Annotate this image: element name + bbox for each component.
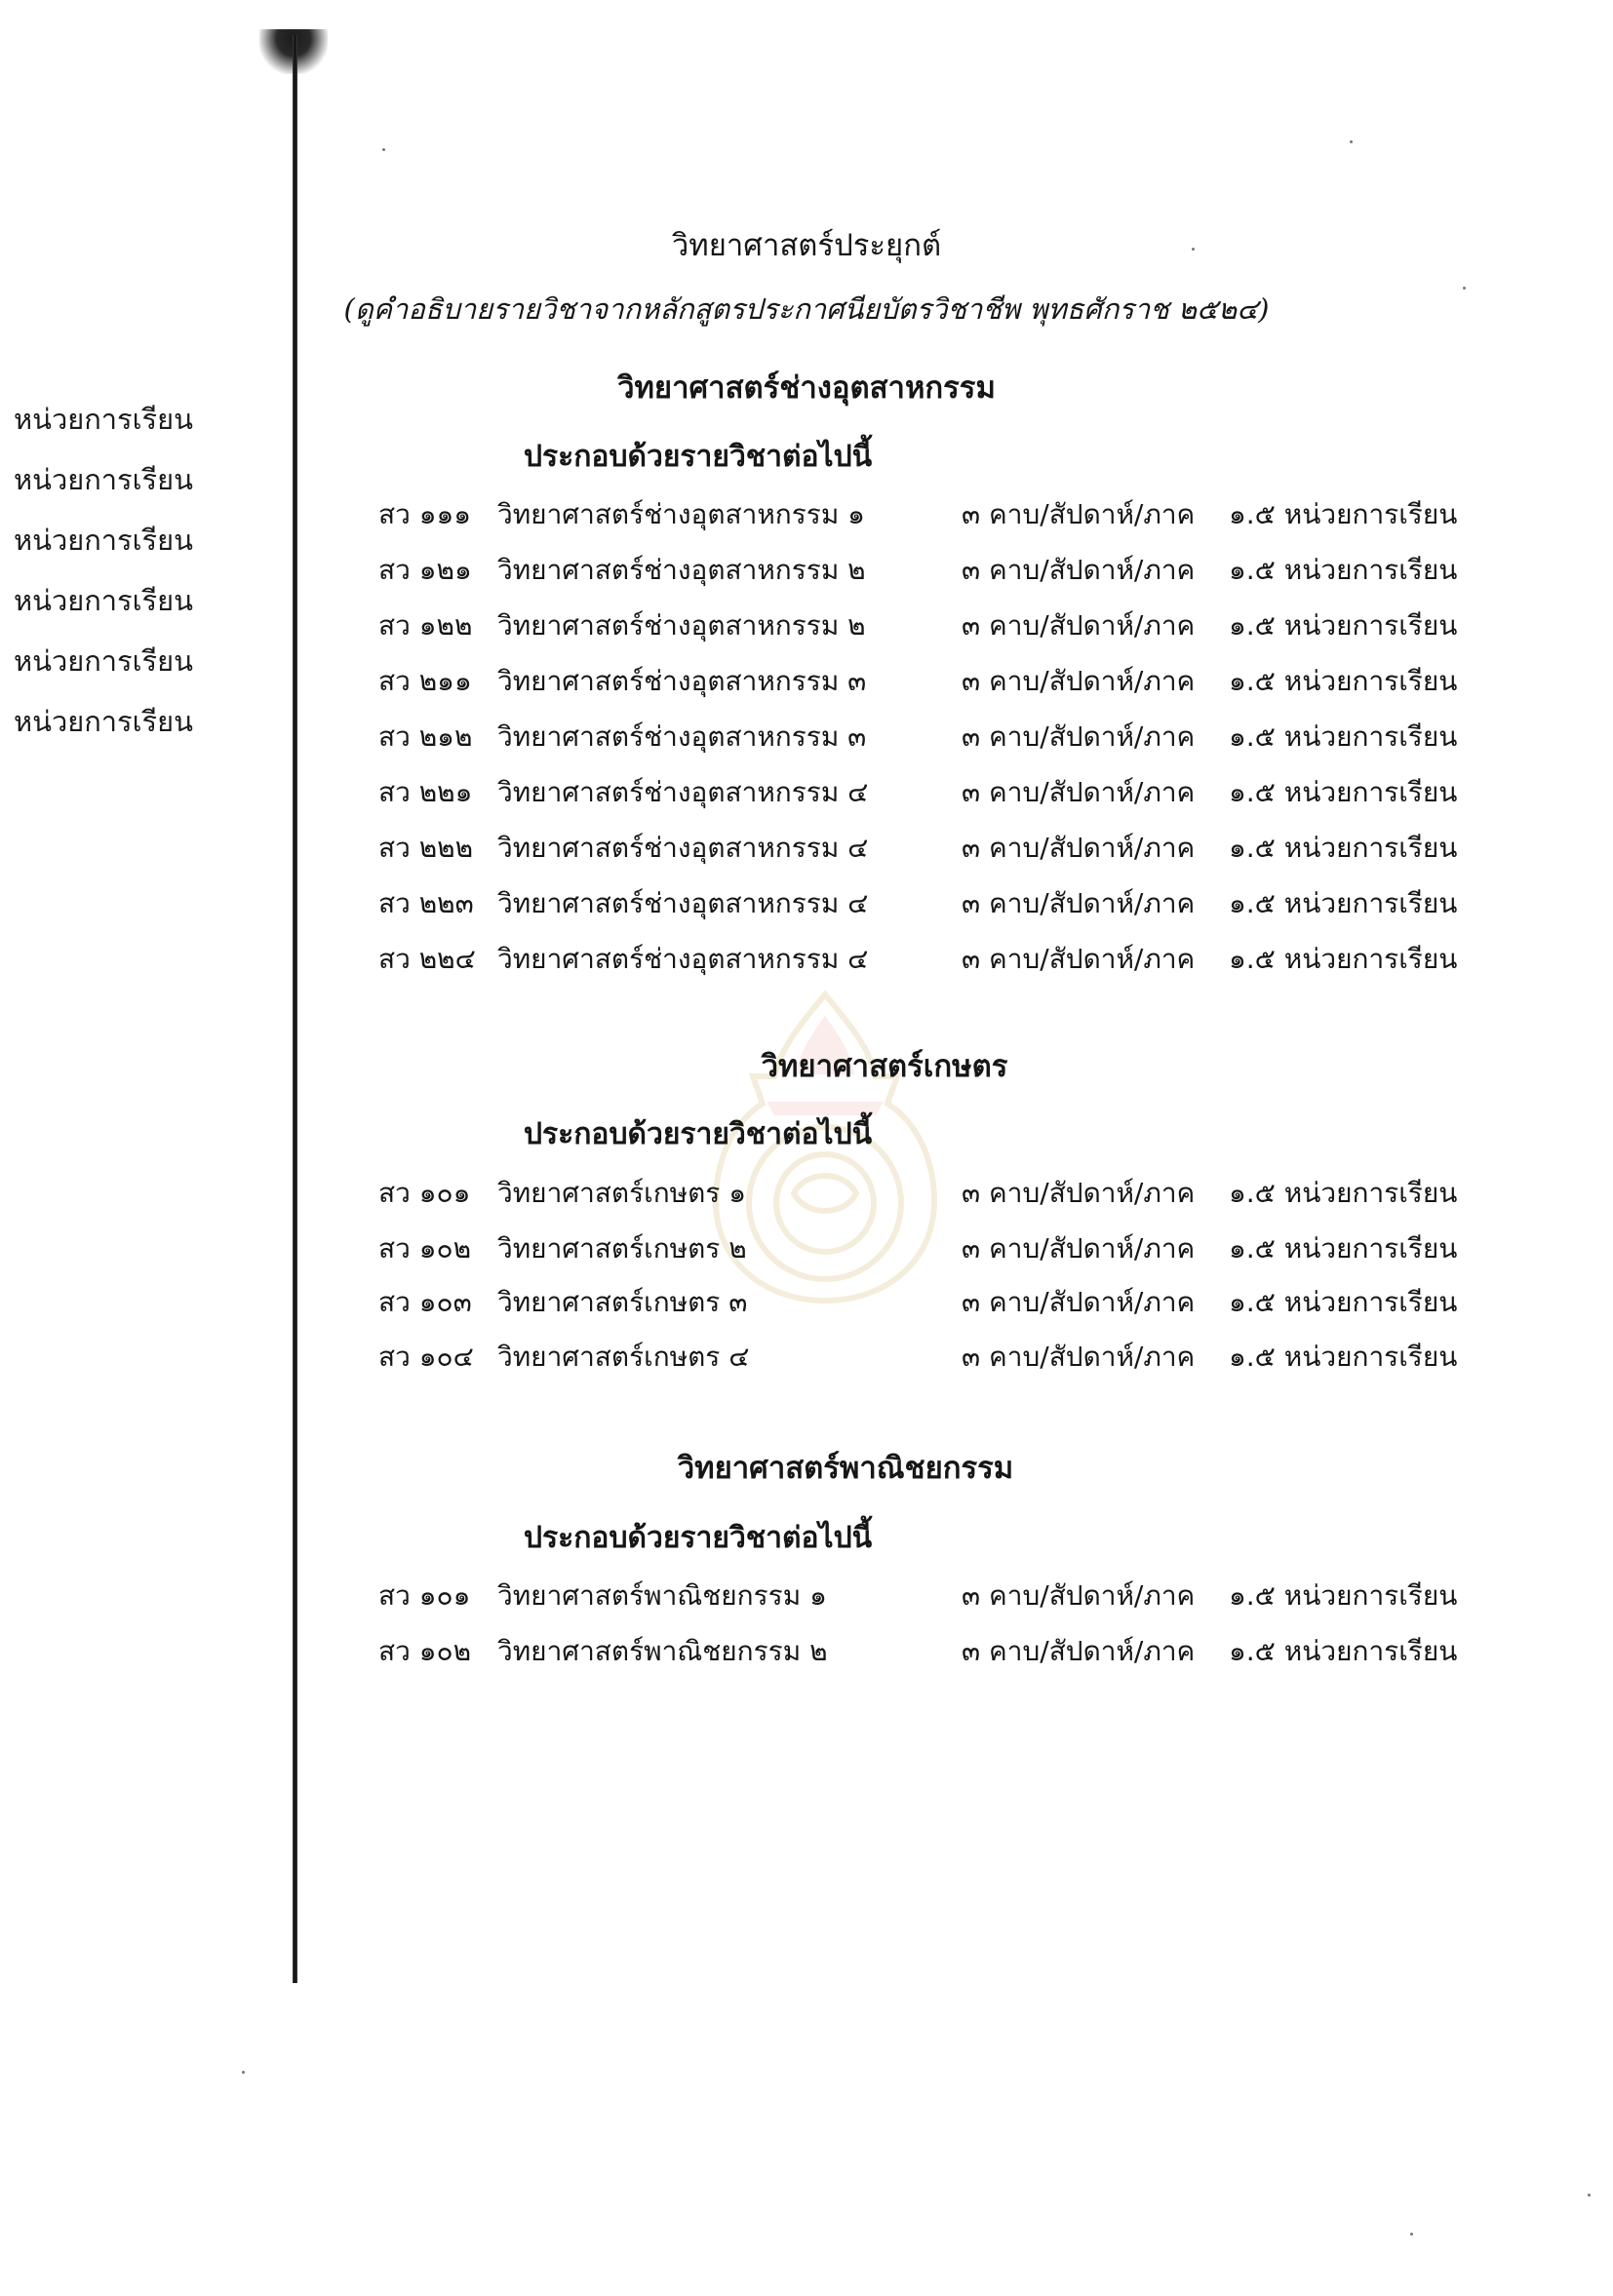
course-row (378, 1172, 1480, 1215)
section-intro: ประกอบด้วยรายวิชาต่อไปนี้ (524, 1521, 873, 1555)
section-title-commerce: วิทยาศาสตร์พาณิชยกรรม (677, 1451, 1014, 1486)
course-code: สว ๒๑๒ (378, 720, 473, 753)
course-credits: ๑.๕ หน่วยการเรียน (1229, 720, 1458, 753)
course-name: วิทยาศาสตร์ช่างอุตสาหกรรม ๔ (497, 832, 869, 864)
margin-label: หน่วยการเรียน (14, 463, 193, 496)
margin-label: หน่วยการเรียน (14, 403, 193, 436)
course-credits: ๑.๕ หน่วยการเรียน (1229, 665, 1458, 697)
course-name: วิทยาศาสตร์ช่างอุตสาหกรรม ๓ (497, 665, 867, 697)
course-hours: ๓ คาบ/สัปดาห์/ภาค (962, 832, 1196, 864)
document-title: วิทยาศาสตร์ประยุกต์ (671, 228, 942, 263)
course-credits: ๑.๕ หน่วยการเรียน (1229, 1177, 1458, 1209)
course-hours: ๓ คาบ/สัปดาห์/ภาค (962, 554, 1196, 586)
left-margin-labels (14, 400, 199, 762)
course-code: สว ๑๐๔ (378, 1341, 474, 1373)
course-row (378, 549, 1480, 592)
scan-speck (1410, 2233, 1413, 2236)
scan-speck (1192, 248, 1195, 251)
course-hours: ๓ คาบ/สัปดาห์/ภาค (962, 943, 1196, 975)
margin-label: หน่วยการเรียน (14, 524, 193, 557)
course-hours: ๓ คาบ/สัปดาห์/ภาค (962, 1341, 1196, 1373)
course-credits: ๑.๕ หน่วยการเรียน (1229, 776, 1458, 808)
course-credits: ๑.๕ หน่วยการเรียน (1229, 832, 1458, 864)
scan-speck (382, 148, 385, 151)
course-credits: ๑.๕ หน่วยการเรียน (1229, 887, 1458, 919)
course-name: วิทยาศาสตร์เกษตร ๓ (497, 1286, 748, 1318)
margin-label: หน่วยการเรียน (14, 705, 193, 738)
course-code: สว ๒๒๓ (378, 887, 474, 919)
course-code: สว ๒๒๑ (378, 776, 473, 808)
course-row (378, 1575, 1480, 1617)
course-name: วิทยาศาสตร์ช่างอุตสาหกรรม ๑ (497, 498, 865, 530)
course-credits: ๑.๕ หน่วยการเรียน (1229, 943, 1458, 975)
course-code: สว ๑๐๑ (378, 1579, 471, 1612)
scan-speck (242, 2071, 245, 2074)
course-credits: ๑.๕ หน่วยการเรียน (1229, 554, 1458, 586)
course-row (378, 1630, 1480, 1673)
course-hours: ๓ คาบ/สัปดาห์/ภาค (962, 498, 1196, 530)
course-code: สว ๒๑๑ (378, 665, 472, 697)
course-code: สว ๑๐๑ (378, 1177, 471, 1209)
section-intro: ประกอบด้วยรายวิชาต่อไปนี้ (524, 1117, 873, 1151)
course-hours: ๓ คาบ/สัปดาห์/ภาค (962, 887, 1196, 919)
course-code: สว ๒๒๔ (378, 943, 476, 975)
course-row (378, 660, 1480, 703)
course-row (378, 604, 1480, 647)
course-row (378, 1227, 1480, 1270)
course-code: สว ๒๒๒ (378, 832, 474, 864)
course-name: วิทยาศาสตร์พาณิชยกรรม ๑ (497, 1579, 827, 1612)
course-code: สว ๑๐๒ (378, 1232, 472, 1265)
course-hours: ๓ คาบ/สัปดาห์/ภาค (962, 1232, 1196, 1265)
course-hours: ๓ คาบ/สัปดาห์/ภาค (962, 776, 1196, 808)
course-hours: ๓ คาบ/สัปดาห์/ภาค (962, 720, 1196, 753)
document-subtitle: (ดูคำอธิบายรายวิชาจากหลักสูตรประกาศนียบัตรวิชาชีพ พุทธศักราช ๒๕๒๔) (343, 292, 1270, 326)
course-row (378, 1336, 1480, 1379)
section-intro: ประกอบด้วยรายวิชาต่อไปนี้ (524, 440, 873, 474)
course-row (378, 882, 1480, 925)
course-hours: ๓ คาบ/สัปดาห์/ภาค (962, 609, 1196, 642)
course-hours: ๓ คาบ/สัปดาห์/ภาค (962, 1286, 1196, 1318)
scan-speck (1588, 2194, 1591, 2197)
scan-speck (1463, 287, 1466, 290)
course-name: วิทยาศาสตร์ช่างอุตสาหกรรม ๔ (497, 943, 869, 975)
course-code: สว ๑๑๑ (378, 498, 472, 530)
course-name: วิทยาศาสตร์ช่างอุตสาหกรรม ๔ (497, 776, 869, 808)
course-code: สว ๑๐๓ (378, 1286, 472, 1318)
course-hours: ๓ คาบ/สัปดาห์/ภาค (962, 1177, 1196, 1209)
course-credits: ๑.๕ หน่วยการเรียน (1229, 1635, 1458, 1667)
scan-speck (1350, 140, 1353, 143)
course-name: วิทยาศาสตร์ช่างอุตสาหกรรม ๓ (497, 720, 867, 753)
margin-label: หน่วยการเรียน (14, 644, 193, 678)
course-row (378, 1281, 1480, 1324)
course-row (378, 771, 1480, 814)
course-row (378, 827, 1480, 870)
course-name: วิทยาศาสตร์เกษตร ๔ (497, 1341, 750, 1373)
course-credits: ๑.๕ หน่วยการเรียน (1229, 1232, 1458, 1265)
course-name: วิทยาศาสตร์ช่างอุตสาหกรรม ๔ (497, 887, 869, 919)
course-name: วิทยาศาสตร์ช่างอุตสาหกรรม ๒ (497, 609, 866, 642)
course-row (378, 716, 1480, 759)
course-code: สว ๑๒๑ (378, 554, 472, 586)
course-code: สว ๑๒๒ (378, 609, 473, 642)
course-hours: ๓ คาบ/สัปดาห์/ภาค (962, 1579, 1196, 1612)
course-code: สว ๑๐๒ (378, 1635, 472, 1667)
section-title-agriculture: วิทยาศาสตร์เกษตร (761, 1049, 1008, 1084)
course-hours: ๓ คาบ/สัปดาห์/ภาค (962, 665, 1196, 697)
course-row (378, 493, 1480, 536)
course-name: วิทยาศาสตร์เกษตร ๒ (497, 1232, 747, 1265)
course-row (378, 938, 1480, 981)
course-name: วิทยาศาสตร์เกษตร ๑ (497, 1177, 746, 1209)
course-credits: ๑.๕ หน่วยการเรียน (1229, 609, 1458, 642)
course-credits: ๑.๕ หน่วยการเรียน (1229, 1579, 1458, 1612)
course-credits: ๑.๕ หน่วยการเรียน (1229, 1286, 1458, 1318)
course-credits: ๑.๕ หน่วยการเรียน (1229, 1341, 1458, 1373)
course-credits: ๑.๕ หน่วยการเรียน (1229, 498, 1458, 530)
course-hours: ๓ คาบ/สัปดาห์/ภาค (962, 1635, 1196, 1667)
margin-label: หน่วยการเรียน (14, 584, 193, 617)
course-name: วิทยาศาสตร์พาณิชยกรรม ๒ (497, 1635, 828, 1667)
section-title-industrial: วิทยาศาสตร์ช่างอุตสาหกรรม (617, 370, 996, 406)
course-name: วิทยาศาสตร์ช่างอุตสาหกรรม ๒ (497, 554, 866, 586)
